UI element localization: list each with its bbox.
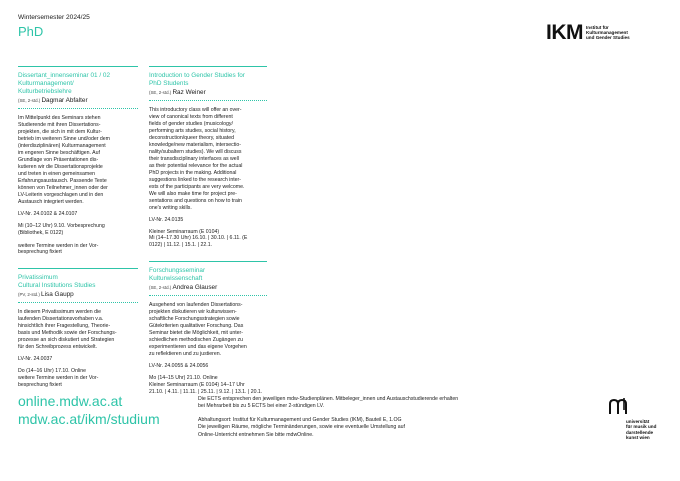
text-line: We will also make time for project pre-	[149, 190, 237, 197]
course-title	[149, 72, 267, 88]
schedule-line: (Bibliothek, E 0122)	[18, 229, 64, 236]
course-type: (SE, 2-std.)	[149, 285, 172, 291]
studium-link[interactable]: mdw.ac.at/ikm/studium	[18, 411, 160, 428]
dotted-divider	[18, 108, 138, 109]
text-line: Ausgehend von laufenden Dissertations-	[149, 302, 243, 309]
text-line: Studierende mit ihren Dissertations-	[18, 121, 101, 128]
course-schedule	[149, 375, 267, 396]
footer-line: Online-Unterricht entnehmen Sie bitte mdwOnline.	[198, 431, 314, 438]
text-line: LV-Leiterin vorgeschlagen und in den	[18, 191, 104, 198]
text-line: projekten diskutieren wir kulturwissen-	[149, 309, 237, 316]
text-line: (interdisziplinären) Kulturmanagement	[18, 142, 106, 149]
course-type-line	[18, 291, 138, 298]
divider	[149, 66, 267, 67]
ikm-logo-line: Kulturmanagement	[586, 29, 628, 35]
text-line: und treten in einen gemeinsamen	[18, 170, 95, 177]
mdw-logo	[608, 396, 656, 440]
course-lv-number: LV-Nr. 24.0037	[18, 356, 53, 363]
text-line: prozesse an sich diskutiert und Strategien	[18, 337, 115, 344]
course-title	[149, 267, 267, 283]
text-line: view of canonical texts from different	[149, 113, 233, 120]
text-line: sentations and questions on how to train	[149, 197, 242, 204]
course-description	[149, 107, 267, 212]
dotted-divider	[149, 295, 267, 296]
text-line: im engeren Sinne beschäftigen. Auf	[18, 149, 100, 156]
text-line: suggestions linked to the research inter-	[149, 176, 241, 183]
mdw-logo-line: für musik und	[626, 424, 657, 430]
course-type-line	[149, 284, 267, 291]
course-title-line: Dissertant_innenseminar 01 / 02	[18, 72, 111, 79]
text-line: für den Schreibprozess entwickelt.	[18, 344, 98, 351]
footer-links	[18, 392, 160, 428]
schedule-line: Mi (10–12 Uhr) 9.10. Vorbesprechung	[18, 222, 105, 229]
mdw-logo-line: kunst wien	[626, 434, 650, 440]
schedule-line: Mo (14–15 Uhr) 21.10. Online	[149, 375, 218, 382]
mdw-logo-mark	[608, 396, 630, 416]
schedule-line: 0122) | 11.12. | 15.1. | 22.1.	[149, 242, 213, 249]
course-type: (SE, 2-std.)	[149, 90, 172, 95]
course-lecturer: Raz Weiner	[172, 89, 206, 96]
ikm-logo-line: und Gender Studies	[586, 35, 630, 41]
course-description	[149, 302, 267, 358]
schedule-line: weitere Termine werden in der Vor-	[18, 375, 99, 382]
footer-line: bei Mehrarbeit bis zu 5 ECTS bei einer 2-stündigen LV.	[198, 403, 325, 410]
course-title-line: Introduction to Gender Studies for	[149, 72, 245, 79]
schedule-line: Do (14–16 Uhr) 17.10. Online	[18, 368, 87, 375]
schedule-line: Kleiner Seminarraum (E 0104) 14–17 Uhr	[149, 382, 245, 389]
text-line: PhD projects in the making. Additional	[149, 169, 237, 176]
mdw-logo-text	[626, 419, 656, 440]
text-line: performing arts studies, social history,	[149, 127, 236, 134]
text-line: projekten, die sich in mit dem Kultur-	[18, 128, 102, 135]
text-line: In diesem Privatissimum werden die	[18, 309, 102, 316]
text-line: basis und Methodik sowie der Forschungs-	[18, 330, 117, 337]
footer-line: Die jeweiligen Räume, mögliche Terminänderungen, sowie eine eventuelle Umstellung auf	[198, 424, 405, 431]
dotted-divider	[18, 302, 138, 303]
course-lv-number: LV-Nr. 24.0055 & 24.0056	[149, 363, 209, 370]
text-line: Seminar bietet die Möglichkeit, mit unter-	[149, 330, 243, 337]
course-type: (PV, 2-std.)	[18, 292, 40, 298]
course-title-line: Kulturwissenschaft	[149, 275, 203, 283]
footer-line: Abhaltungsort: Institut für Kulturmanagement und Gender Studies (IKM), Bauteil E, 1.OG	[198, 416, 402, 423]
text-line: their transdisciplinary interfaces as well	[149, 155, 239, 162]
text-line: laufenden Dissertationsvorhaben v.a.	[18, 316, 104, 323]
text-line: Gütekriterien qualitativer Forschung. Das	[149, 323, 244, 330]
course-lecturer: Andrea Glauser	[172, 284, 218, 292]
schedule-line: Kleiner Seminarraum (E 0104)	[149, 228, 220, 235]
course-description	[18, 115, 138, 206]
footer-info	[198, 396, 558, 439]
course-weiner	[149, 72, 267, 249]
text-line: deconstruction/queer theory, situated	[149, 134, 234, 141]
text-line: one's writing skills.	[149, 204, 192, 211]
ikm-logo-line: Institut für	[586, 24, 609, 30]
footer-line: Die ECTS entsprechen den jeweiligen mdw-Studienplänen. Mitbeleger_innen und Austauschstudierende erhalten	[198, 396, 459, 402]
ikm-logo-text	[586, 25, 630, 41]
course-schedule	[149, 229, 267, 250]
course-title-line: Cultural Institutions Studies	[18, 282, 96, 290]
schedule-line: 21.10. | 4.11. | 11.11. | 25.11. | 9.12. | 13.1. | 20.1.	[149, 389, 263, 396]
text-line: schiedlichen methodischen Zugängen zu	[149, 337, 244, 344]
text-line: zu reflektieren und zu justieren.	[149, 351, 222, 358]
course-title-line: Privatissimum	[18, 274, 58, 282]
course-lv-number: LV-Nr. 24.0135	[149, 216, 184, 223]
text-line: as their potential relevance for the actual	[149, 162, 243, 169]
course-glauser	[149, 267, 267, 396]
course-schedule	[18, 223, 138, 237]
text-line: nality/subaltern studies). We will discuss	[149, 148, 242, 155]
text-line: kutieren wir die Dissertationsprojekte	[18, 163, 103, 170]
course-schedule	[18, 368, 138, 389]
course-title-line: Forschungsseminar	[149, 267, 206, 275]
mdw-logo-line: darstellende	[626, 429, 654, 435]
text-line: hinsichtlich ihrer Fragestellung, Theorie-	[18, 323, 111, 330]
course-title-line: Kulturbetriebslehre	[18, 88, 72, 95]
text-line: Grundlage von Präsentationen dis-	[18, 156, 99, 163]
text-line: ests of the participants are very welcome.	[149, 183, 245, 190]
course-type-line	[18, 97, 138, 104]
mdw-logo-line: universität	[626, 419, 650, 424]
divider	[18, 66, 138, 67]
ikm-logo	[546, 22, 630, 43]
text-line: können von Teilnehmer_innen oder der	[18, 184, 108, 191]
text-line: fields of gender studies (musicology/	[149, 120, 233, 127]
course-lecturer: Dagmar Abfalter	[41, 97, 88, 104]
text-line: Erfahrungsaustausch. Passende Texte	[18, 177, 107, 184]
text-line: knowledge/new materialism, intersectio-	[149, 141, 241, 148]
text-line: betrieb im weiteren Sinne und/oder dem	[18, 135, 110, 142]
course-type: (SE, 2-std.)	[18, 98, 41, 103]
schedule-line: besprechung fixiert	[18, 382, 62, 389]
course-type-line	[149, 89, 267, 96]
course-title	[18, 72, 138, 96]
course-title-line: Kulturmanagement/	[18, 80, 74, 87]
course-title	[18, 274, 138, 290]
course-gaupp	[18, 274, 138, 389]
course-lv-number: LV-Nr. 24.0102 & 24.0107	[18, 210, 78, 217]
course-abfalter	[18, 72, 138, 256]
dotted-divider	[149, 100, 267, 101]
note-line: weitere Termine werden in der Vor-	[18, 242, 99, 249]
course-note	[18, 243, 138, 257]
course-lecturer: Lisa Gaupp	[41, 291, 74, 299]
text-line: This introductory class will offer an over-	[149, 107, 242, 113]
ikm-logo-letters: IKM	[546, 21, 583, 44]
semester-label: Wintersemester 2024/25	[18, 14, 90, 21]
text-line: Austausch integriert werden.	[18, 198, 84, 205]
right-column	[149, 66, 267, 396]
text-line: experimentieren und das eigene Vorgehen	[149, 344, 247, 351]
note-line: besprechung fixiert	[18, 249, 62, 256]
page-title: PhD	[18, 24, 44, 39]
divider	[149, 261, 267, 262]
schedule-line: Mi (14–17.30 Uhr) 16.10. | 30.10. | 6.11. (E	[149, 235, 248, 242]
course-title-line: PhD Students	[149, 80, 189, 87]
text-line: schaftliche Forschungsstrategien sowie	[149, 316, 240, 323]
online-link[interactable]: online.mdw.ac.at	[18, 393, 123, 409]
left-column	[18, 66, 138, 389]
course-description	[18, 309, 138, 351]
divider	[18, 268, 138, 269]
text-line: Im Mittelpunkt des Seminars stehen	[18, 115, 101, 121]
